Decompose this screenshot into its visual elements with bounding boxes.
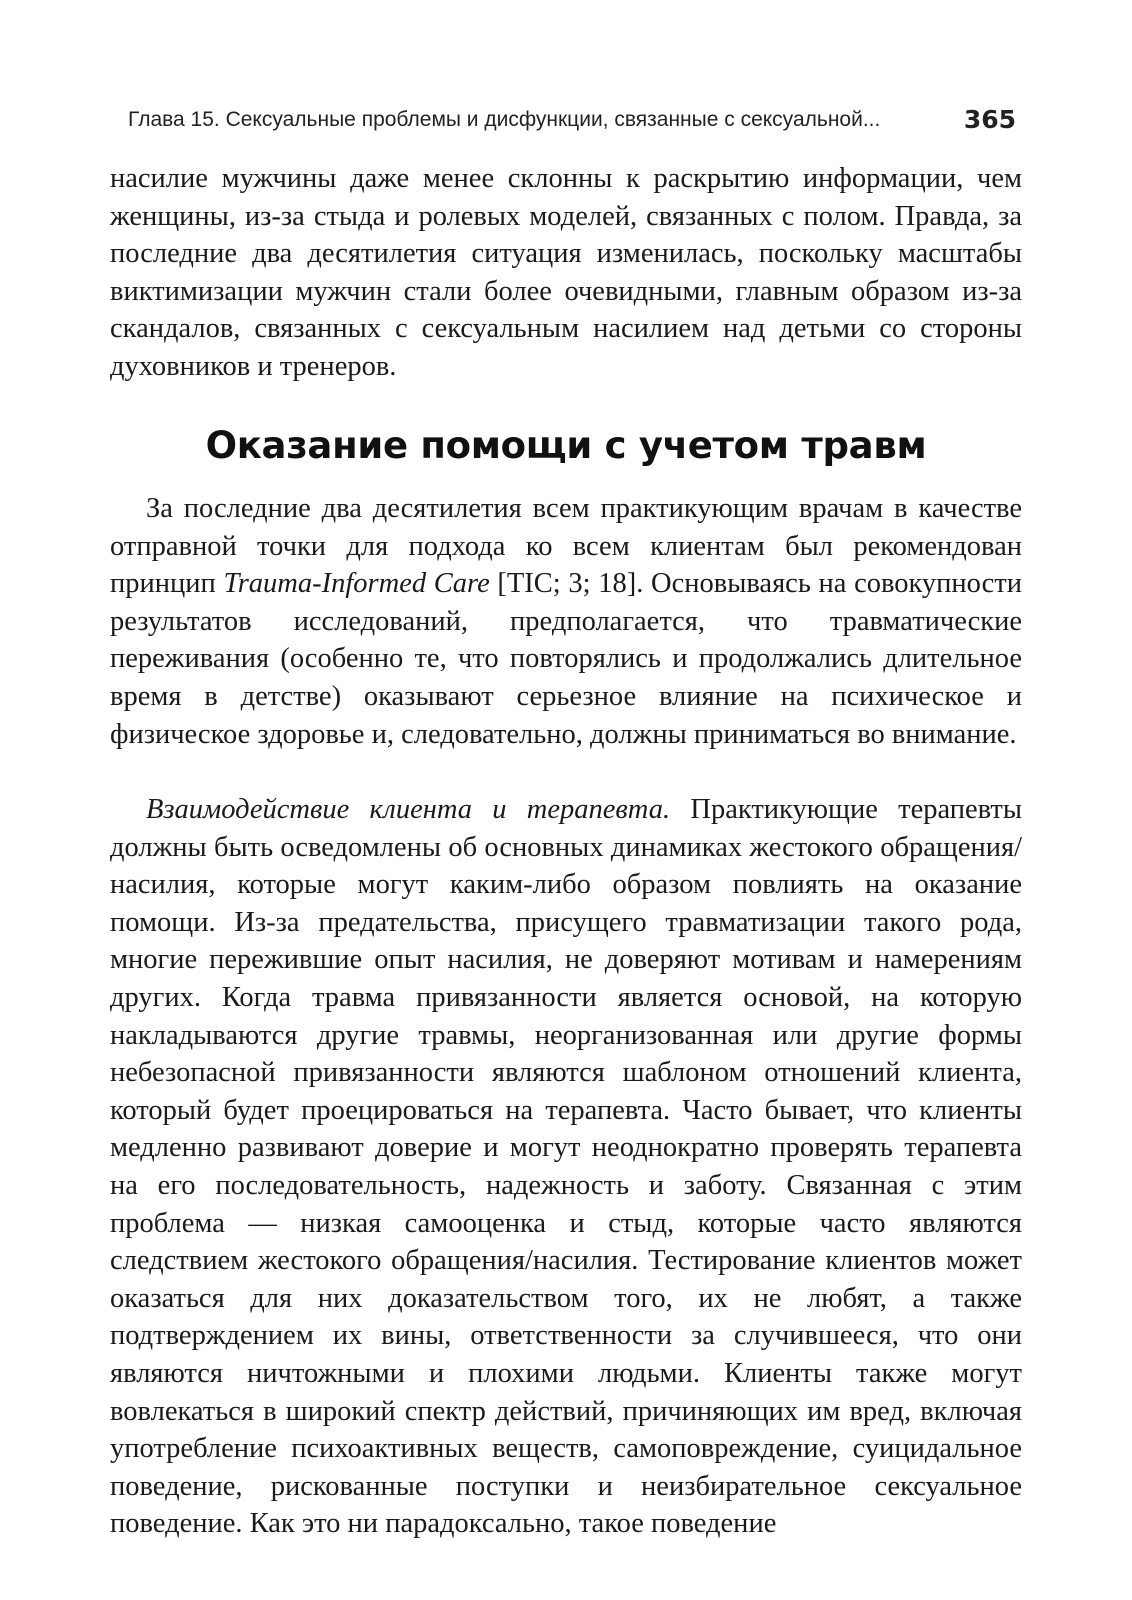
chapter-title: Глава 15. Сексуальные проблемы и дисфункции, связанные с сексуальной...: [128, 108, 881, 131]
running-head: [128, 102, 1016, 138]
paragraph-text: [TIC; 3; 18]. Основываясь на совокупности результатов исследований, предполагается, что травматические переживания (особенно те, что повторялись и продолжались длительное время в детстве) оказывают серьезное влияние на психическое и физическое здоровье и, следовательно, должны приниматься во внимание.: [110, 568, 1022, 750]
paragraph-tic: [110, 490, 1022, 753]
italic-run-in-heading: Взаимодействие клиента и терапевта.: [146, 794, 671, 825]
paragraph-text: За последние два десятилетия всем практикующим врачам в качестве отправной точки для подхода ко всем клиентам был рекомендован принцип: [110, 493, 1022, 600]
paragraph-client-therapist: [110, 791, 1022, 1543]
page-number: 365: [963, 105, 1016, 134]
paragraph-continuation: насилие мужчины даже менее склонны к раскрытию информации, чем женщины, из-за стыда и ролевых моделей, связанных с полом. Правда, за последние два десятилетия ситуация изменилась, поскольку масштабы виктимизации мужчин стали более очевидными, главным образом из-за скандалов, связанных с сексуальным насилием над детьми со стороны духовников и тренеров.: [110, 163, 1022, 382]
section-heading: Оказание помощи с учетом травм: [205, 424, 927, 467]
paragraph-text: Практикующие терапевты должны быть осведомлены об основных динамиках жестокого обращения/насилия, которые могут каким-либо образом повлиять на оказание помощи. Из-за предательства, присущего травматизации такого рода, многие пережившие опыт насилия, не доверяют мотивам и намерениям других. Когда травма привязанности является основой, на которую накладываются другие травмы, неорганизованная или другие формы небезопасной привязанности являются шаблоном отношений клиента, который будет проецироваться на терапевта. Часто бывает, что клиенты медленно развивают доверие и могут неоднократно проверять терапевта на его последовательность, надежность и заботу. Связанная с этим проблема — низкая самооценка и стыд, которые часто являются следствием жестокого обращения/насилия. Тестирование клиентов может оказаться для них доказательством того, их не любят, а также подтверждением их вины, ответственности за случившееся, что они являются ничтожными и плохими людьми. Клиенты также могут вовлекаться в широкий спектр действий, причиняющих им вред, включая употребление психоактивных веществ, самоповреждение, суицидальное поведение, рискованные поступки и неизбирательное сексуальное поведение. Как это ни парадоксально, такое поведение: [110, 794, 1022, 1540]
italic-term: Trauma-Informed Care: [223, 568, 490, 600]
